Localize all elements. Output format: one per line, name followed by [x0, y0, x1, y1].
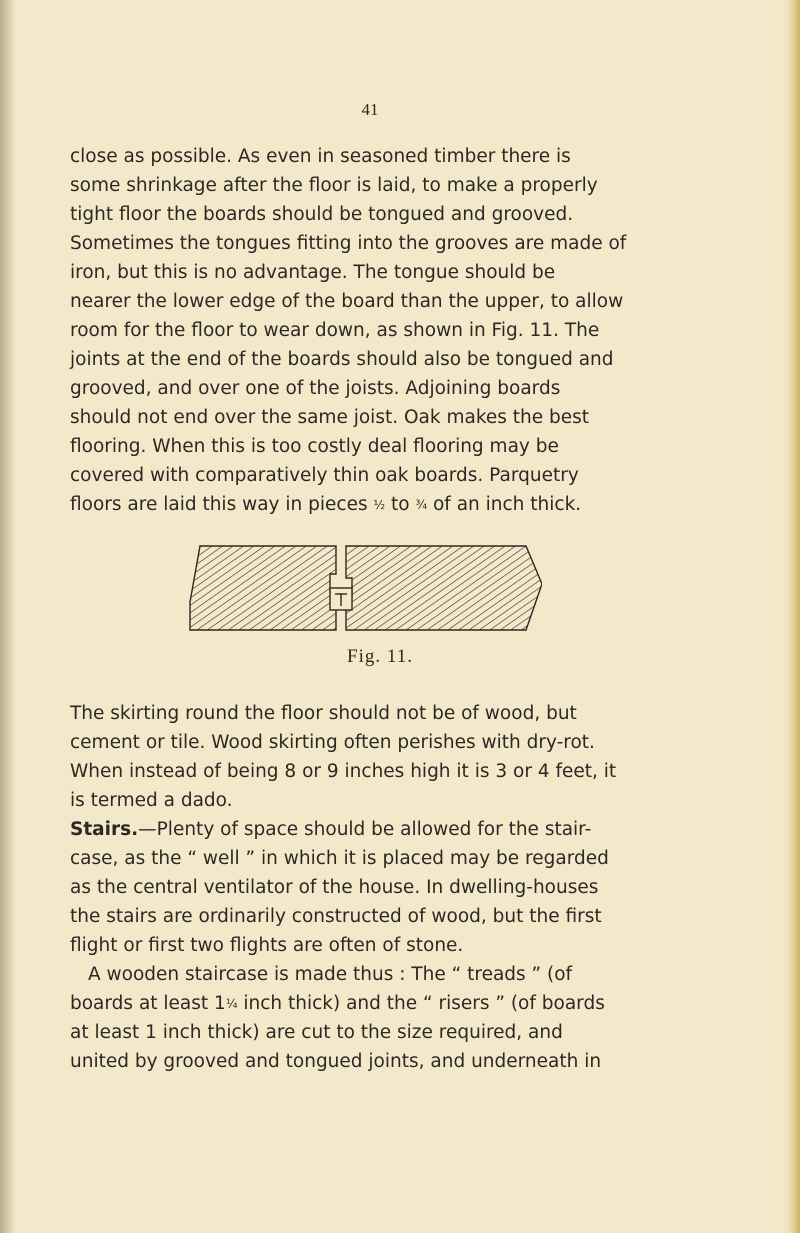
text-line: flooring. When this is too costly deal flooring may be — [70, 436, 559, 457]
text-line: A wooden staircase is made thus : The “ treads ” (of — [88, 964, 573, 985]
text-line: as the central ventilator of the house. In dwelling-houses — [70, 877, 599, 898]
text-line: The skirting round the floor should not be of wood, but — [70, 703, 577, 724]
text-line-heading — [70, 818, 591, 842]
text-line: grooved, and over one of the joists. Adjoining boards — [70, 378, 561, 399]
text-line: room for the floor to wear down, as shown in Fig. 11. The — [70, 320, 600, 341]
text-segment: boards at least 1 — [70, 993, 226, 1014]
text-line: covered with comparatively thin oak boards. Parquetry — [70, 465, 579, 486]
text-line: nearer the lower edge of the board than the upper, to allow — [70, 291, 624, 312]
text-line: is termed a dado. — [70, 790, 233, 811]
text-line: case, as the “ well ” in which it is placed may be regarded — [70, 848, 609, 869]
fraction-quarter: ¼ — [225, 997, 238, 1011]
text-line: the stairs are ordinarily constructed of wood, but the first — [70, 906, 602, 927]
text-line: flight or first two flights are often of stone. — [70, 935, 464, 956]
fraction-three-quarters: ¾ — [415, 498, 428, 512]
section-heading-stairs: Stairs. — [70, 819, 139, 840]
text-line-fractions — [70, 493, 581, 517]
text-line: joints at the end of the boards should also be tongued and — [70, 349, 614, 370]
text-segment: to — [385, 494, 416, 515]
text-line: Sometimes the tongues fitting into the grooves are made of — [70, 233, 627, 254]
text-line-fraction — [70, 992, 605, 1016]
text-line: cement or tile. Wood skirting often perishes with dry-rot. — [70, 732, 595, 753]
text-segment: floors are laid this way in pieces — [70, 494, 374, 515]
fraction-half: ½ — [373, 498, 386, 512]
text-segment: inch thick) and the “ risers ” (of boards — [237, 993, 605, 1014]
text-line: some shrinkage after the floor is laid, to make a properly — [70, 175, 598, 196]
figure-floor-boards-illustration — [186, 542, 542, 634]
page-edge-right — [782, 0, 800, 1233]
text-line: close as possible. As even in seasoned timber there is — [70, 146, 571, 167]
board-left — [190, 546, 336, 630]
figure-caption: Fig. 11. — [347, 646, 413, 667]
page-edge-left — [0, 0, 16, 1233]
text-line: When instead of being 8 or 9 inches high it is 3 or 4 feet, it — [70, 761, 617, 782]
page-number: 41 — [361, 100, 379, 119]
text-segment: —Plenty of space should be allowed for the stair- — [138, 819, 592, 840]
text-line: tight floor the boards should be tongued and grooved. — [70, 204, 574, 225]
board-right — [346, 546, 542, 630]
text-line: should not end over the same joist. Oak makes the best — [70, 407, 590, 428]
text-line: iron, but this is no advantage. The tongue should be — [70, 262, 556, 283]
text-segment: of an inch thick. — [427, 494, 582, 515]
text-line: at least 1 inch thick) are cut to the size required, and — [70, 1022, 563, 1043]
text-line: united by grooved and tongued joints, and underneath in — [70, 1051, 602, 1072]
